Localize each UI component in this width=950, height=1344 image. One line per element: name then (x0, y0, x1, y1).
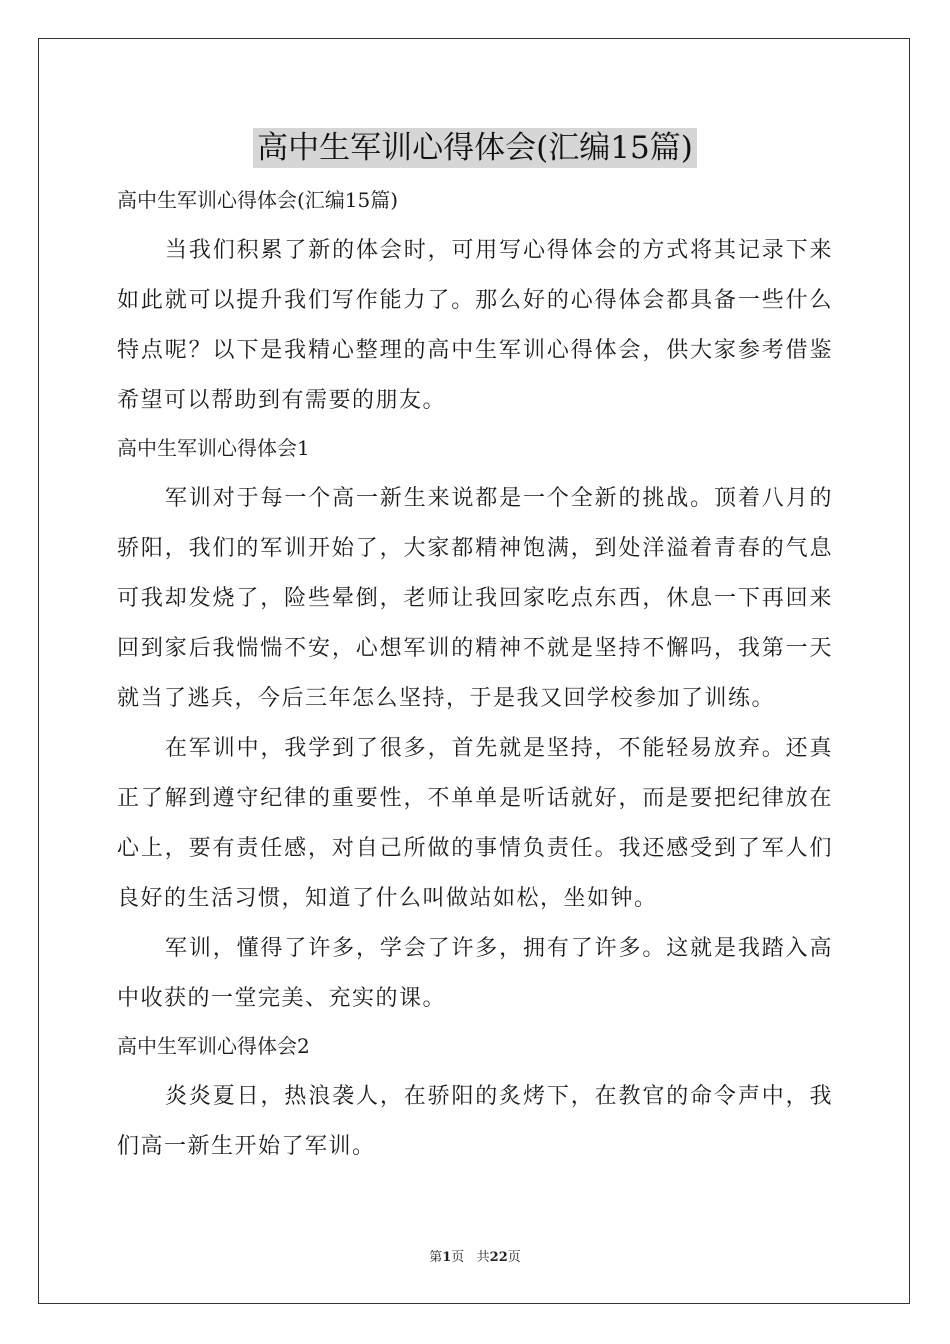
document-subtitle: 高中生军训心得体会(汇编15篇) (117, 188, 399, 212)
intro-paragraph: 当我们积累了新的体会时，可用写心得体会的方式将其记录下来如此就可以提升我们写作能力了。那么好的心得体会都具备一些什么特点呢？以下是我精心整理的高中生军训心得体会，供大家参考借鉴希望可以帮助到有需要的朋友。 (117, 238, 833, 413)
section-1-paragraph-2: 在军训中，我学到了很多，首先就是坚持，不能轻易放弃。还真正了解到遵守纪律的重要性，不单单是听话就好，而是要把纪律放在心上，要有责任感，对自己所做的事情负责任。我还感受到了军人们良好的生活习惯，知道了什么叫做站如松，坐如钟。 (117, 736, 833, 911)
current-page-number: 1 (442, 1250, 452, 1265)
section-1-paragraph-3: 军训，懂得了许多，学会了许多，拥有了许多。这就是我踏入高中收获的一堂完美、充实的课。 (117, 936, 833, 1011)
section-2-paragraph-1: 炎炎夏日，热浪袭人，在骄阳的炙烤下，在教官的命令声中，我们高一新生开始了军训。 (117, 1084, 833, 1159)
section-heading-2: 高中生军训心得体会2 (117, 1034, 310, 1058)
total-pages-number: 22 (489, 1250, 508, 1265)
footer-suffix: 页 (507, 1250, 521, 1265)
page-footer (0, 1246, 950, 1265)
section-heading-1: 高中生军训心得体会1 (117, 436, 310, 460)
title-container (0, 128, 950, 168)
section-1-paragraph-1: 军训对于每一个高一新生来说都是一个全新的挑战。顶着八月的骄阳，我们的军训开始了，大家都精神饱满，到处洋溢着青春的气息可我却发烧了，险些晕倒，老师让我回家吃点东西，休息一下再回来回到家后我惴惴不安，心想军训的精神不就是坚持不懈吗，我第一天就当了逃兵，今后三年怎么坚持，于是我又回学校参加了训练。 (117, 486, 833, 711)
document-title: 高中生军训心得体会(汇编15篇) (253, 128, 697, 168)
footer-prefix: 第 (429, 1250, 443, 1265)
document-body (117, 178, 833, 1172)
footer-middle: 页 共 (451, 1250, 490, 1265)
